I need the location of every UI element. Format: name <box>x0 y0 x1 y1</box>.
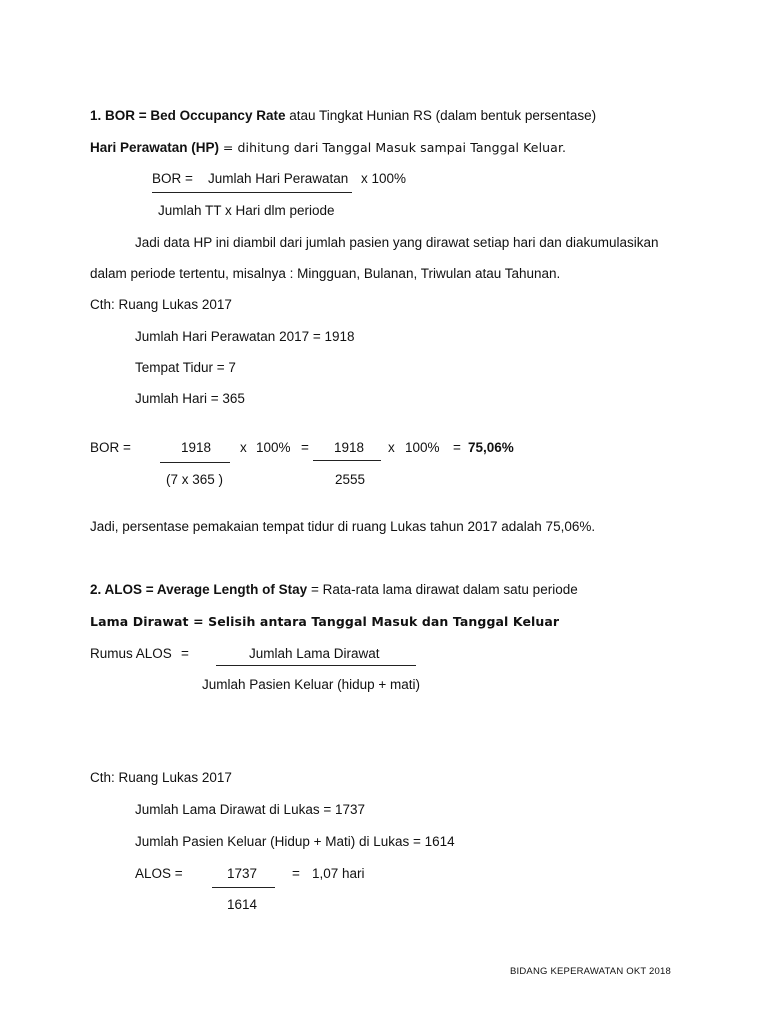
bor-formula-label: BOR = <box>152 171 193 186</box>
bor-calc-numerator-2: 1918 <box>334 440 365 455</box>
bor-calc-percent-2: 100% <box>405 440 440 455</box>
hp-description: = dihitung dari Tanggal Masuk sampai Tanggal Keluar. <box>222 140 567 155</box>
bor-calc-times-2: x <box>388 440 395 455</box>
bor-heading-description: atau Tingkat Hunian RS (dalam bentuk persentase) <box>289 108 597 123</box>
bor-heading-title: BOR = Bed Occupancy Rate <box>105 108 286 123</box>
alos-heading <box>90 582 578 598</box>
bor-calc-fraction-line-1 <box>160 462 230 463</box>
hp-definition <box>90 140 566 156</box>
bor-calc-result: 75,06% <box>468 440 514 455</box>
bor-calc-equals: = <box>301 440 309 455</box>
bor-example-item: Jumlah Hari = 365 <box>135 391 245 406</box>
bor-calc-numerator-1: 1918 <box>181 440 212 455</box>
bor-calc-equals-2: = <box>453 440 461 455</box>
alos-heading-title: 2. ALOS = Average Length of Stay <box>90 582 308 597</box>
alos-calc-equals: = <box>292 866 300 881</box>
lama-dirawat-definition: Lama Dirawat = Selisih antara Tanggal Masuk dan Tanggal Keluar <box>90 614 560 629</box>
bor-formula-fraction-line <box>152 192 352 193</box>
hp-paragraph-line-1: Jadi data HP ini diambil dari jumlah pasien yang dirawat setiap hari dan diakumulasikan <box>135 235 659 250</box>
bor-formula-multiplier: x 100% <box>361 171 407 186</box>
bor-formula-denominator: Jumlah TT x Hari dlm periode <box>158 203 335 218</box>
alos-formula-equals: = <box>181 646 189 661</box>
bor-formula-numerator: Jumlah Hari Perawatan <box>208 171 349 186</box>
bor-calc-fraction-line-2 <box>313 460 381 461</box>
alos-example-title: Cth: Ruang Lukas 2017 <box>90 770 232 785</box>
bor-example-item: Jumlah Hari Perawatan 2017 = 1918 <box>135 329 355 344</box>
alos-heading-description: = Rata-rata lama dirawat dalam satu periode <box>310 582 578 597</box>
alos-formula-label: Rumus ALOS <box>90 646 172 661</box>
alos-formula-fraction-line <box>216 665 416 666</box>
bor-example-title: Cth: Ruang Lukas 2017 <box>90 297 232 312</box>
bor-calc-times-1: x <box>240 440 247 455</box>
bor-heading <box>90 108 596 124</box>
bor-heading-number: 1. <box>90 108 102 123</box>
alos-calc-numerator: 1737 <box>227 866 258 881</box>
alos-formula-numerator: Jumlah Lama Dirawat <box>249 646 380 661</box>
alos-calc-label: ALOS = <box>135 866 183 881</box>
page-footer: BIDANG KEPERAWATAN OKT 2018 <box>510 966 671 977</box>
hp-paragraph-line-2: dalam periode tertentu, misalnya : Mingguan, Bulanan, Triwulan atau Tahunan. <box>90 266 561 281</box>
bor-calc-percent-1: 100% <box>256 440 291 455</box>
bor-example-item: Tempat Tidur = 7 <box>135 360 236 375</box>
alos-example-item: Jumlah Pasien Keluar (Hidup + Mati) di Lukas = 1614 <box>135 834 455 849</box>
hp-term: Hari Perawatan (HP) <box>90 140 220 155</box>
bor-calc-denominator-1: (7 x 365 ) <box>166 472 224 487</box>
alos-calc-result: 1,07 hari <box>312 866 365 881</box>
alos-calc-denominator: 1614 <box>227 897 258 912</box>
alos-calc-fraction-line <box>212 887 275 888</box>
bor-conclusion: Jadi, persentase pemakaian tempat tidur di ruang Lukas tahun 2017 adalah 75,06%. <box>90 519 596 534</box>
bor-calc-label: BOR = <box>90 440 131 455</box>
alos-example-item: Jumlah Lama Dirawat di Lukas = 1737 <box>135 802 366 817</box>
bor-calc-denominator-2: 2555 <box>335 472 366 487</box>
alos-formula-denominator: Jumlah Pasien Keluar (hidup + mati) <box>202 677 420 692</box>
